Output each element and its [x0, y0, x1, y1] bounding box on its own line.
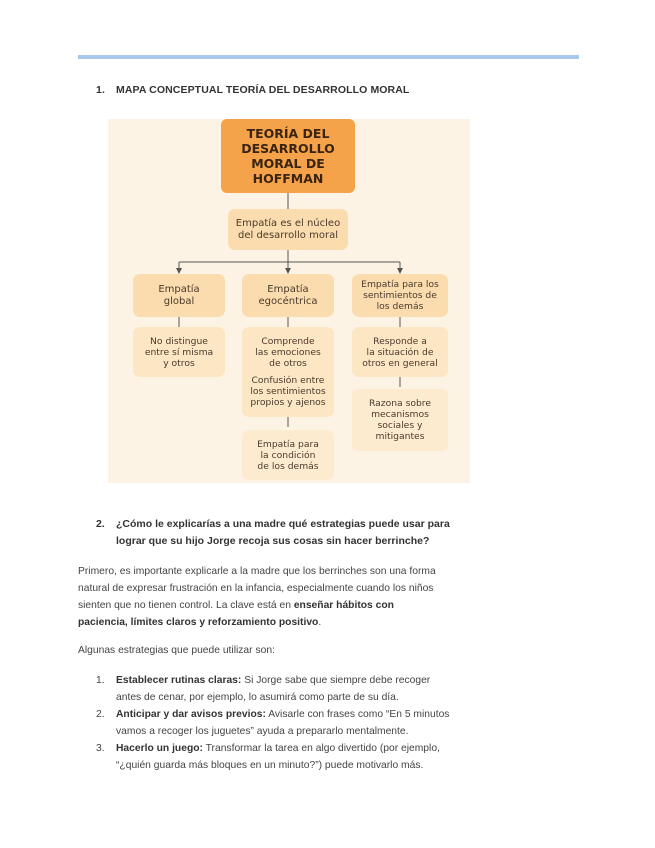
section2-heading [96, 516, 496, 550]
paragraph-text: . [318, 617, 322, 628]
list-item-number: 2. [96, 709, 105, 720]
paragraph-text: sienten que no tienen control. La clave está en [78, 600, 294, 611]
top-accent-bar [78, 55, 579, 59]
list-item-title: Anticipar y dar avisos previos: [116, 709, 266, 720]
node-line: egocéntrica [258, 295, 318, 307]
node-line: Razona sobre [368, 398, 432, 409]
node-line: global [163, 295, 195, 307]
concept-title-line: HOFFMAN [252, 171, 324, 186]
node-line: la situación de [366, 346, 434, 358]
node-line: mecanismos [371, 409, 429, 420]
node-line: sentimientos de [363, 290, 437, 301]
node-no-distingue [133, 327, 225, 377]
node-line: y otros [163, 357, 195, 369]
node-responde-situacion [352, 327, 448, 377]
section2-question-line2: lograr que su hijo Jorge recoja sus cosas sin hacer berrinche? [116, 535, 430, 547]
paragraph-intro [78, 563, 498, 631]
list-item [96, 672, 496, 706]
list-item-text: Avisarle con frases como “En 5 minutos [265, 709, 450, 720]
section2-question-line1: ¿Cómo le explicarías a una madre qué estrategias puede usar para [116, 518, 450, 530]
list-item-text: “¿quién guarda más bloques en un minuto?”) puede motivarlo más. [116, 760, 424, 771]
node-line: de los demás [257, 460, 319, 472]
list-item-title: Hacerlo un juego: [116, 743, 203, 754]
concept-title-node [221, 119, 355, 193]
node-line: No distingue [150, 335, 208, 347]
section1-heading [96, 84, 409, 96]
node-line: los sentimientos [250, 386, 326, 397]
paragraph-strategies-intro: Algunas estrategias que puede utilizar son: [78, 645, 275, 656]
paragraph-bold: paciencia, límites claros y reforzamiento positivo [78, 617, 319, 628]
node-line: otros en general [362, 357, 438, 369]
node-line: los demás [376, 301, 424, 312]
list-item-text: vamos a recoger los juguetes” ayuda a prepararlo mentalmente. [116, 726, 409, 737]
node-line: propios y ajenos [250, 397, 326, 408]
node-empatia-global [133, 274, 225, 317]
node-line: Comprende [261, 336, 315, 347]
node-line: mitigantes [375, 431, 425, 442]
node-condicion-demas [242, 430, 334, 480]
node-line: la condición [260, 449, 316, 461]
node-line: Empatía [267, 283, 309, 295]
section1-title: MAPA CONCEPTUAL TEORÍA DEL DESARROLLO MORAL [116, 84, 410, 96]
node-empatia-sentimientos [352, 274, 448, 317]
paragraph-line [78, 597, 498, 614]
node-line: Confusión entre [251, 375, 325, 386]
paragraph-line: natural de expresar frustración en la infancia, especialmente cuando los niños [78, 583, 434, 594]
core-node [228, 209, 348, 250]
concept-title-line: MORAL DE [251, 156, 325, 171]
concept-title-line: DESARROLLO [241, 141, 335, 156]
list-item [96, 706, 496, 740]
node-line: de otros [269, 358, 307, 369]
node-comprende-emociones [242, 327, 334, 417]
node-line: Responde a [373, 335, 427, 347]
list-item-text: antes de cenar, por ejemplo, lo asumirá como parte de su día. [116, 692, 399, 703]
core-line: Empatía es el núcleo [235, 217, 341, 229]
core-line: del desarrollo moral [238, 229, 338, 241]
node-line: Empatía para [257, 438, 319, 450]
section1-number: 1. [96, 84, 105, 96]
paragraph-line: Primero, es importante explicarle a la madre que los berrinches son una forma [78, 566, 436, 577]
node-empatia-egocentrica [242, 274, 334, 317]
paragraph-line [78, 614, 498, 631]
strategies-list [96, 672, 496, 774]
node-line: Empatía para los [361, 279, 439, 290]
node-line: Empatía [158, 283, 200, 295]
node-line: sociales y [377, 420, 423, 431]
node-line: las emociones [255, 347, 321, 358]
node-line: entre sí misma [144, 346, 214, 358]
concept-map [108, 119, 470, 483]
list-item-text: Si Jorge sabe que siempre debe recoger [241, 675, 431, 686]
paragraph-bold: enseñar hábitos con [293, 600, 394, 611]
list-item-number: 3. [96, 743, 105, 754]
list-item-text: Transformar la tarea en algo divertido (por ejemplo, [202, 743, 440, 754]
section2-number: 2. [96, 518, 105, 530]
concept-title-line: TEORÍA DEL [246, 126, 330, 141]
node-razona-mecanismos [352, 389, 448, 451]
list-item-number: 1. [96, 675, 105, 686]
list-item [96, 740, 496, 774]
list-item-title: Establecer rutinas claras: [116, 675, 242, 686]
